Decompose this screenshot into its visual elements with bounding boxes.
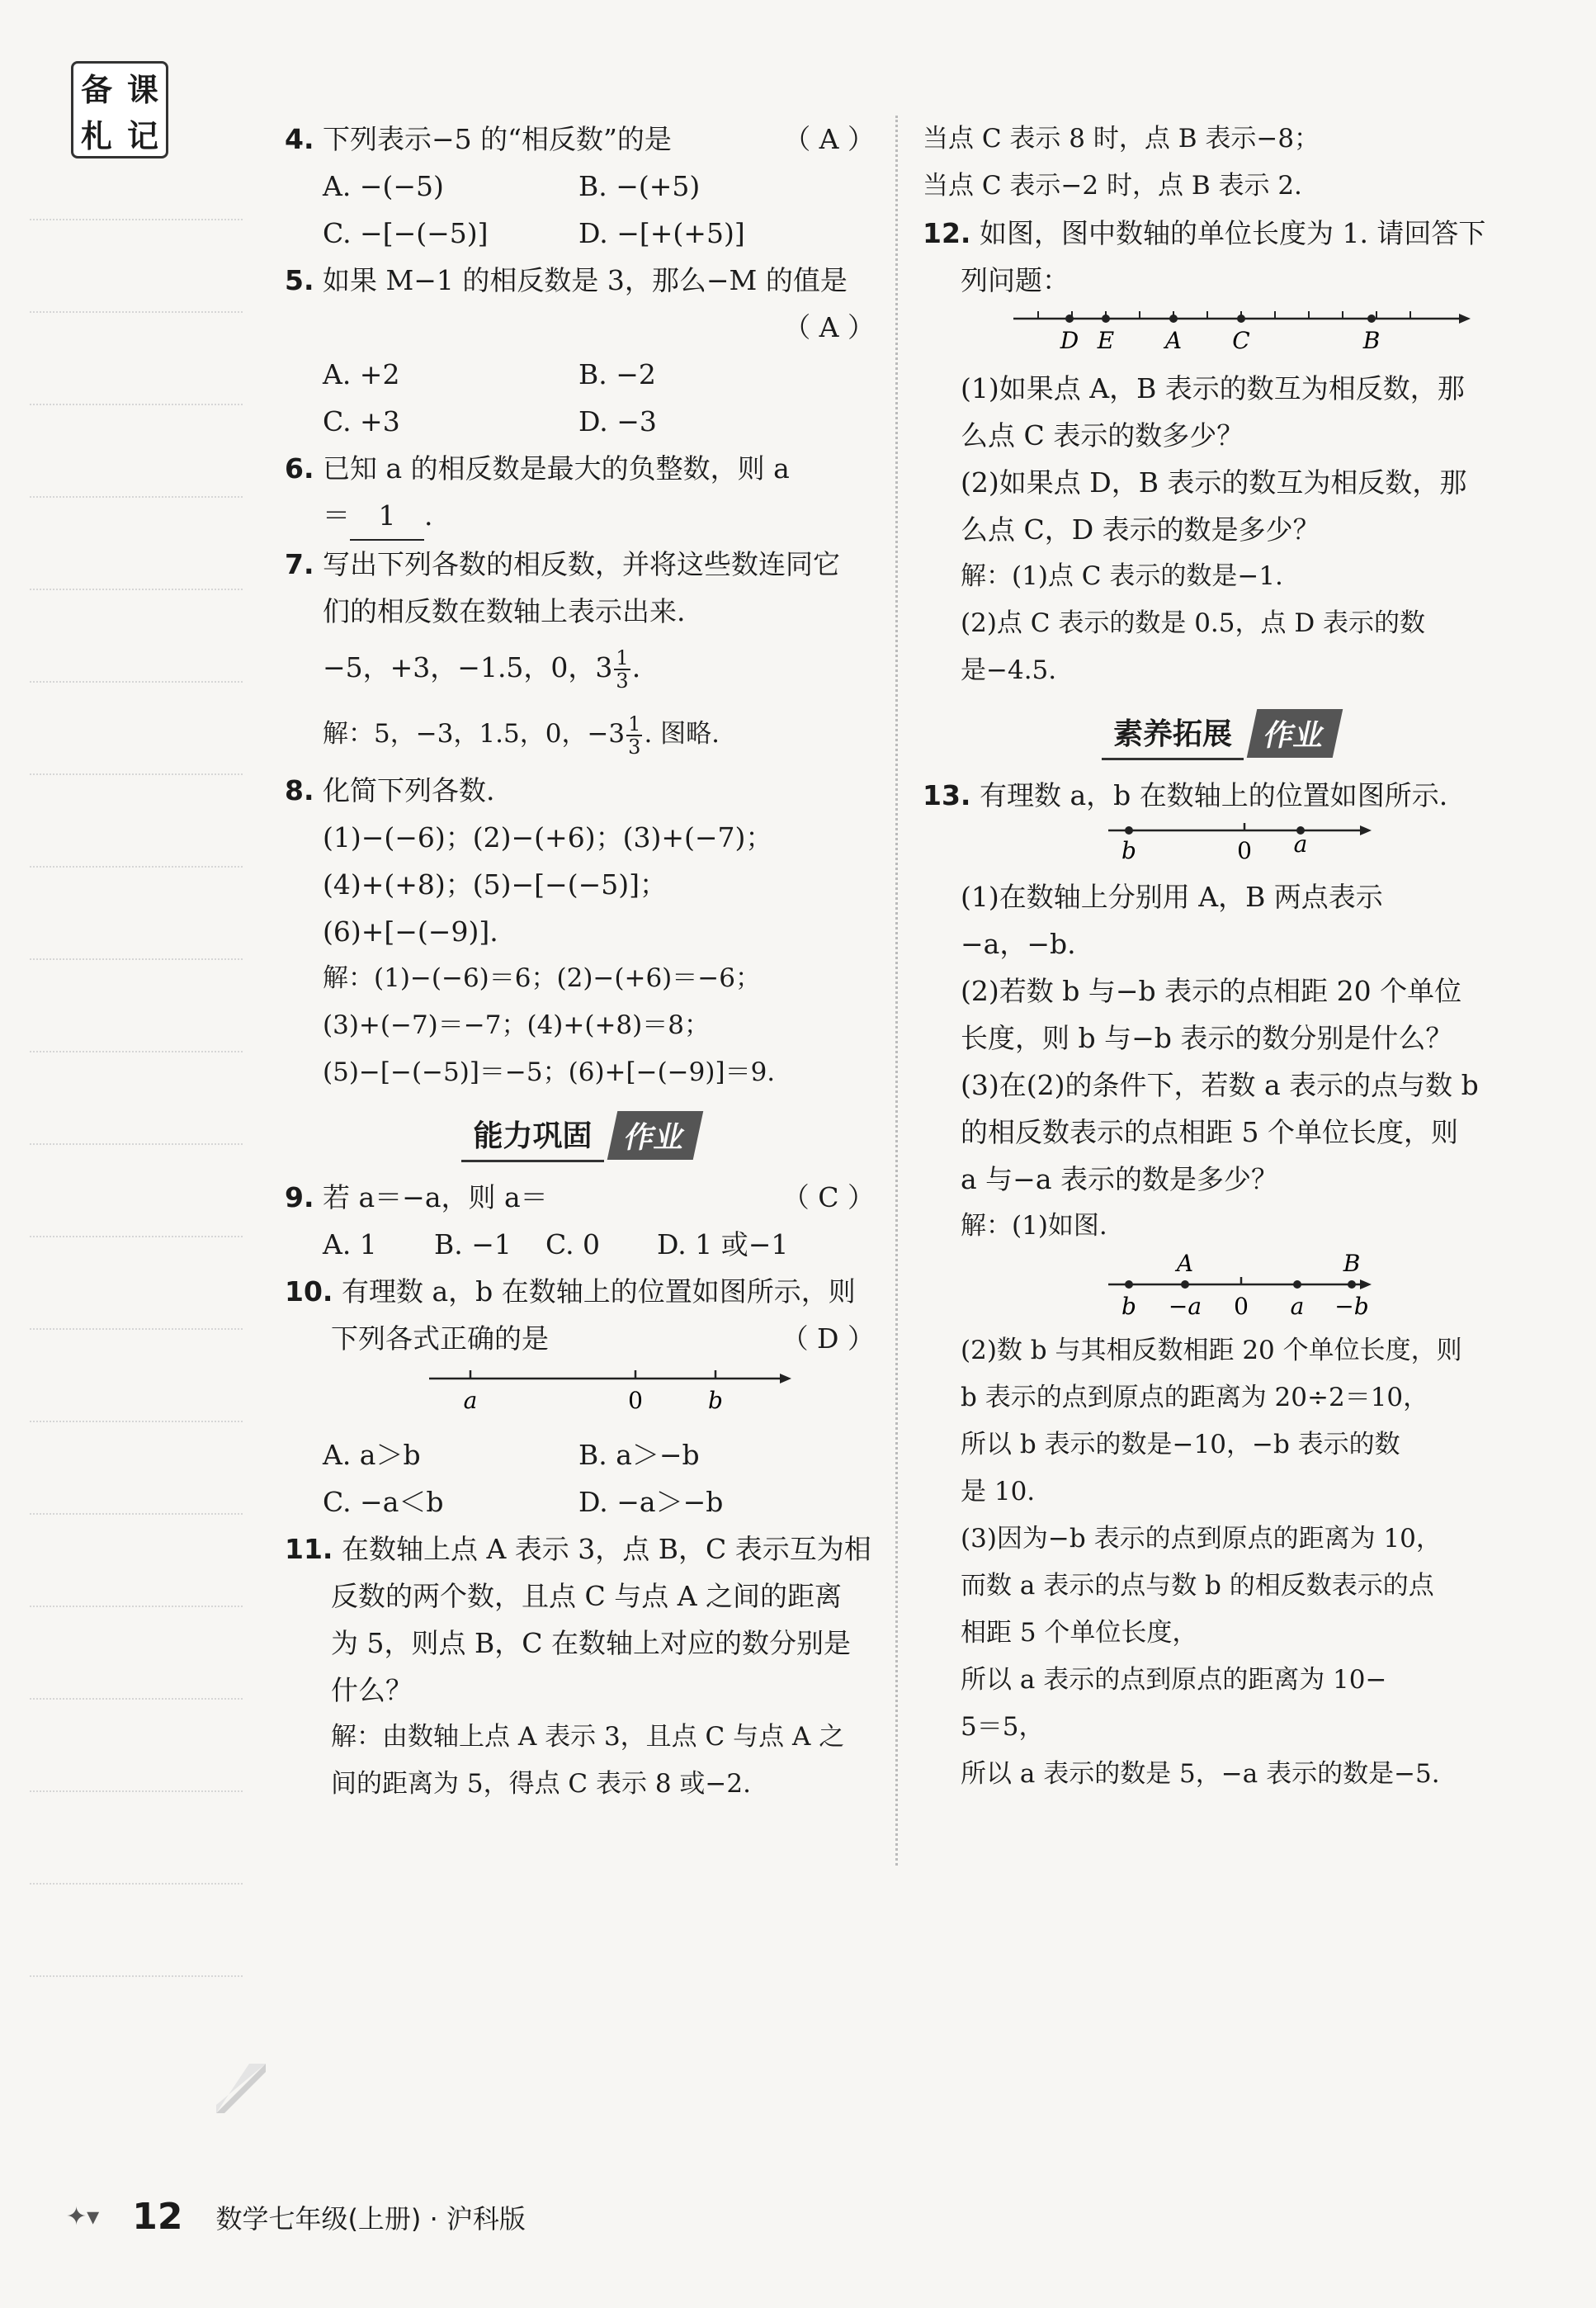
solution-line: 当点 C 表示 8 时，点 B 表示−8； xyxy=(923,124,1320,154)
page-footer xyxy=(66,2196,526,2238)
point-d xyxy=(1065,315,1074,323)
question-line: 为 5，则点 B，C 在数轴上对应的数分别是 xyxy=(331,1627,851,1659)
question-line: a 与−a 表示的数是多少？ xyxy=(961,1163,1278,1195)
question-number: 10. xyxy=(285,1275,333,1308)
solution-line: 解：由数轴上点 A 表示 3，且点 C 与点 A 之 xyxy=(331,1722,845,1752)
note-line xyxy=(30,1051,243,1052)
question-number: 8. xyxy=(285,774,314,806)
numerator: 1 xyxy=(628,712,641,735)
question-13 xyxy=(923,772,1517,1798)
fraction xyxy=(626,713,642,758)
solution-line: 而数 a 表示的点与数 b 的相反数表示的点 xyxy=(961,1571,1434,1601)
solution-line: 是−4.5. xyxy=(961,655,1057,685)
option-b: B. −2 xyxy=(578,358,656,390)
question-number: 13. xyxy=(923,779,971,811)
point-a xyxy=(1169,315,1178,323)
solution-line: 5＝5， xyxy=(961,1712,1045,1742)
option-c: C. −[−(−5)] xyxy=(323,217,489,249)
axis-label: b xyxy=(1121,837,1136,864)
option-c: C. 0 xyxy=(545,1228,601,1260)
answer-bracket: （ D ） xyxy=(781,1322,875,1355)
margin-notes-badge xyxy=(71,61,168,158)
option-d: D. 1 或−1 xyxy=(657,1228,789,1260)
badge-char: 课 xyxy=(126,71,158,108)
axis-label: b xyxy=(1121,1293,1136,1320)
note-line xyxy=(30,1975,243,1977)
note-line xyxy=(30,1790,243,1792)
column-divider xyxy=(895,116,898,1866)
option-c: C. +3 xyxy=(323,405,400,437)
solution-line: (3)因为−b 表示的点到原点的距离为 10， xyxy=(961,1524,1442,1554)
question-line: (1)−(−6)；(2)−(+6)；(3)+(−7)； xyxy=(323,821,773,854)
question-line: −a，−b. xyxy=(961,928,1076,960)
note-line xyxy=(30,496,243,498)
point-b xyxy=(1125,1280,1133,1289)
question-8 xyxy=(285,767,875,1096)
left-column xyxy=(285,116,875,1808)
solution-line: 解：(1)如图. xyxy=(961,1211,1107,1241)
question-text: 下列表示−5 的“相反数”的是 xyxy=(323,123,672,155)
question-line: 的相反数表示的点相距 5 个单位长度，则 xyxy=(961,1116,1458,1148)
section-title: 能力巩固 xyxy=(461,1108,603,1162)
answer-bracket: （ A ） xyxy=(783,311,875,343)
badge-char: 备 xyxy=(80,71,112,108)
axis-label: −b xyxy=(1334,1293,1369,1320)
axis-label: a xyxy=(463,1387,478,1414)
question-number: 9. xyxy=(285,1181,314,1213)
question-line: (2)如果点 D，B 表示的数互为相反数，那 xyxy=(961,466,1467,499)
right-column xyxy=(923,116,1517,1798)
solution-line: (2)数 b 与其相反数相距 20 个单位长度，则 xyxy=(961,1336,1462,1365)
question-text: 若 a＝−a，则 a＝ xyxy=(323,1181,548,1213)
question-text: 有理数 a，b 在数轴上的位置如图所示. xyxy=(979,779,1448,811)
option-d: D. −3 xyxy=(578,405,657,437)
solution-line: (2)点 C 表示的数是 0.5，点 D 表示的数 xyxy=(961,608,1426,638)
star-icon: ✦▾ xyxy=(66,2202,100,2231)
question-line: (3)在(2)的条件下，若数 a 表示的点与数 b xyxy=(961,1069,1479,1101)
solution-line: 解：(1)点 C 表示的数是−1. xyxy=(961,561,1283,591)
note-line xyxy=(30,773,243,775)
note-line xyxy=(30,1236,243,1237)
numerator: 1 xyxy=(616,646,629,669)
question-text: . xyxy=(424,499,433,532)
axis-label: E xyxy=(1097,327,1115,354)
question-line: (1)如果点 A，B 表示的数互为相反数，那 xyxy=(961,372,1465,404)
number-line-q10 xyxy=(285,1362,875,1428)
question-line: (2)若数 b 与−b 表示的点相距 20 个单位 xyxy=(961,975,1462,1007)
question-number: 12. xyxy=(923,217,971,249)
number-line-q13-solution xyxy=(923,1250,1517,1324)
solution-line: 所以 a 表示的点到原点的距离为 10− xyxy=(961,1665,1387,1695)
question-line: (6)+[−(−9)]. xyxy=(323,915,498,948)
question-text: . xyxy=(631,651,641,683)
note-line xyxy=(30,404,243,405)
section-header-literacy xyxy=(923,706,1517,760)
question-number: 11. xyxy=(285,1533,333,1565)
axis-arrow xyxy=(1459,314,1471,324)
question-line: 什么？ xyxy=(331,1674,413,1706)
point-b xyxy=(1367,315,1376,323)
corner-decoration xyxy=(216,2064,266,2113)
number-list: −5，+3，−1.5，0，3 xyxy=(323,651,613,683)
axis-label: 0 xyxy=(1234,1293,1249,1320)
note-line xyxy=(30,219,243,220)
question-11 xyxy=(285,1525,875,1808)
option-b: B. −(+5) xyxy=(578,170,701,202)
question-line: (1)在数轴上分别用 A，B 两点表示 xyxy=(961,881,1383,913)
note-line xyxy=(30,589,243,590)
point-b xyxy=(1125,826,1133,835)
solution-line: 解：(1)−(−6)＝6；(2)−(+6)＝−6； xyxy=(323,963,761,993)
point-label: B xyxy=(1343,1250,1361,1277)
question-line: 么点 C 表示的数多少？ xyxy=(961,419,1244,452)
axis-label: 0 xyxy=(1237,837,1252,864)
question-text: 写出下列各数的相反数，并将这些数连同它 xyxy=(323,548,840,580)
question-4 xyxy=(285,116,875,257)
question-10 xyxy=(285,1268,875,1525)
answer-bracket: （ C ） xyxy=(781,1181,875,1213)
option-d: D. −[+(+5)] xyxy=(578,217,745,249)
section-title: 素养拓展 xyxy=(1102,706,1244,760)
note-line xyxy=(30,958,243,960)
axis-label: a xyxy=(1293,830,1308,858)
question-text: 已知 a 的相反数是最大的负整数，则 a xyxy=(323,452,790,485)
question-line: (4)+(+8)；(5)−[−(−5)]； xyxy=(323,868,667,901)
note-line xyxy=(30,1421,243,1422)
number-line-q12 xyxy=(923,304,1517,362)
question-6 xyxy=(285,445,875,541)
point-neg-a xyxy=(1181,1280,1189,1289)
question-9 xyxy=(285,1174,875,1268)
option-b: B. a＞−b xyxy=(578,1439,700,1471)
axis-ticks xyxy=(1038,311,1410,319)
option-c: C. −a＜b xyxy=(323,1486,444,1518)
option-a: A. +2 xyxy=(323,358,400,390)
section-tag: 作业 xyxy=(1247,709,1343,758)
fraction xyxy=(614,647,630,692)
note-line xyxy=(30,1698,243,1700)
option-a: A. −(−5) xyxy=(323,170,444,202)
question-text: 下列各式正确的是 xyxy=(331,1322,549,1355)
question-12 xyxy=(923,210,1517,694)
axis-label: A xyxy=(1164,327,1183,354)
axis-label: D xyxy=(1060,327,1079,354)
solution-line: 间的距离为 5，得点 C 表示 8 或−2. xyxy=(331,1769,751,1799)
note-line xyxy=(30,1143,243,1145)
point-neg-b xyxy=(1348,1280,1356,1289)
question-text: 列问题： xyxy=(961,264,1070,296)
question-number: 7. xyxy=(285,548,314,580)
question-line: 么点 C，D 表示的数是多少？ xyxy=(961,513,1320,546)
solution-line: 当点 C 表示−2 时，点 B 表示 2. xyxy=(923,171,1302,201)
axis-label: −a xyxy=(1168,1293,1202,1320)
question-text: 们的相反数在数轴上表示出来. xyxy=(323,595,686,627)
option-b: B. −1 xyxy=(434,1228,512,1260)
note-line xyxy=(30,1513,243,1515)
solution-text: 解：5，−3，1.5，0，−3 xyxy=(323,719,626,749)
section-tag: 作业 xyxy=(607,1111,703,1160)
question-text: 有理数 a，b 在数轴上的位置如图所示，则 xyxy=(341,1275,856,1308)
solution-line: 相距 5 个单位长度， xyxy=(961,1618,1198,1648)
solution-line: (3)+(−7)＝−7；(4)+(+8)＝8； xyxy=(323,1010,710,1040)
badge-char: 札 xyxy=(80,117,112,154)
question-line: 反数的两个数，且点 C 与点 A 之间的距离 xyxy=(331,1580,843,1612)
solution-line: b 表示的点到原点的距离为 20÷2＝10， xyxy=(961,1383,1429,1412)
question-line: 在数轴上点 A 表示 3，点 B，C 表示互为相 xyxy=(341,1533,871,1565)
axis-arrow xyxy=(780,1374,791,1383)
denominator: 3 xyxy=(616,669,629,693)
solution-line: 所以 a 表示的数是 5，−a 表示的数是−5. xyxy=(961,1759,1440,1789)
solution-text: . 图略. xyxy=(644,719,720,749)
answer-bracket: （ A ） xyxy=(783,123,875,155)
question-5 xyxy=(285,257,875,445)
badge-char: 记 xyxy=(126,117,158,154)
option-d: D. −a＞−b xyxy=(578,1486,724,1518)
note-line xyxy=(30,1883,243,1885)
point-a xyxy=(1293,1280,1301,1289)
point-c xyxy=(1237,315,1245,323)
note-line xyxy=(30,1606,243,1607)
question-number: 5. xyxy=(285,264,314,296)
question-7 xyxy=(285,541,875,767)
solution-line: 是 10. xyxy=(961,1477,1036,1506)
section-header-ability xyxy=(285,1108,875,1162)
book-title: 数学七年级(上册) · 沪科版 xyxy=(215,2202,526,2235)
question-text: 如果 M−1 的相反数是 3，那么−M 的值是 xyxy=(323,264,848,296)
point-e xyxy=(1102,315,1110,323)
axis-arrow xyxy=(1360,825,1372,835)
fill-blank-answer: 1 xyxy=(350,492,424,541)
question-number: 4. xyxy=(285,123,314,155)
question-text: ＝ xyxy=(323,499,350,532)
question-number: 6. xyxy=(285,452,314,485)
axis-label: b xyxy=(708,1387,723,1414)
note-line xyxy=(30,866,243,868)
axis-label: C xyxy=(1232,327,1250,354)
note-line xyxy=(30,1328,243,1330)
denominator: 3 xyxy=(628,735,641,759)
note-line xyxy=(30,311,243,313)
number-line-q13 xyxy=(923,819,1517,870)
axis-label: 0 xyxy=(628,1387,643,1414)
option-a: A. 1 xyxy=(323,1228,377,1260)
axis-arrow xyxy=(1360,1279,1372,1289)
solution-line: (5)−[−(−5)]＝−5；(6)+[−(−9)]＝9. xyxy=(323,1057,776,1087)
option-a: A. a＞b xyxy=(323,1439,421,1471)
page-number: 12 xyxy=(132,2196,183,2238)
axis-label: a xyxy=(1290,1293,1305,1320)
question-line: 长度，则 b 与−b 表示的数分别是什么？ xyxy=(961,1022,1453,1054)
solution-line: 所以 b 表示的数是−10，−b 表示的数 xyxy=(961,1430,1400,1459)
axis-label: B xyxy=(1362,327,1381,354)
question-text: 如图，图中数轴的单位长度为 1. 请回答下 xyxy=(979,217,1486,249)
question-text: 化简下列各数. xyxy=(323,774,495,806)
point-label: A xyxy=(1176,1250,1194,1277)
note-line xyxy=(30,681,243,683)
